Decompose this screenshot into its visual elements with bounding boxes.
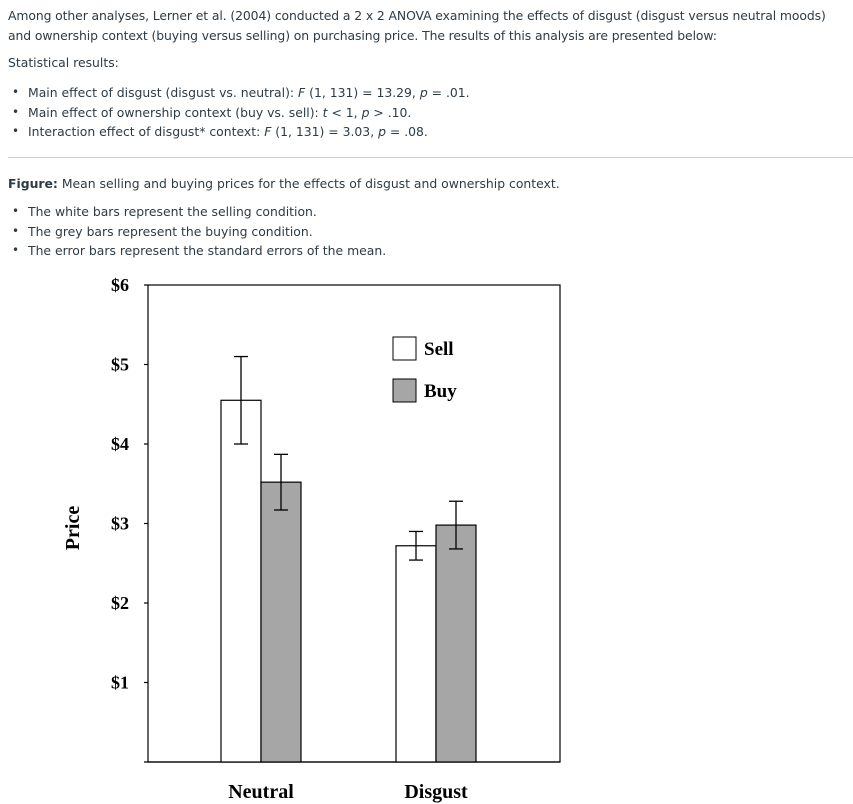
bar-chart [0,270,600,804]
figure-caption: Figure: Mean selling and buying prices for the effects of disgust and ownership context. [8,176,560,191]
stat-item: • Interaction effect of disgust* context: F (1, 131) = 3.03, p = .08. [8,122,470,142]
plot-frame [148,285,560,762]
stat-item: • Main effect of ownership context (buy vs. sell): t < 1, p > .10. [8,103,470,123]
legend-swatch-sell [393,337,416,360]
y-tick-label: $1 [111,672,129,693]
figure-note: • The grey bars represent the buying condition. [8,222,386,242]
stats-list [8,83,470,142]
x-category-label: Neutral [228,781,294,803]
intro-paragraph: Among other analyses, Lerner et al. (2004) conducted a 2 x 2 ANOVA examining the effects of disgust (disgust versus neutral moods) and ownership context (buying versus selling) on purchasing price. The results of this analysis are presented below: [8,8,826,43]
bar-buy-neutral [261,482,301,762]
y-tick-label: $5 [111,354,129,375]
figure-note: • The white bars represent the selling condition. [8,202,386,222]
y-tick-label: $2 [111,593,129,613]
y-tick-label: $4 [111,434,129,454]
figure-note: • The error bars represent the standard errors of the mean. [8,241,386,261]
y-tick-label: $3 [111,513,129,534]
legend-label-buy: Buy [424,381,457,402]
legend-label-sell: Sell [424,339,454,360]
section-divider [8,157,853,158]
y-axis-label: Price [62,505,84,551]
x-category-label: Disgust [404,781,468,803]
legend-swatch-buy [393,379,416,402]
y-tick-label: $6 [111,275,129,295]
bar-sell-disgust [396,546,436,762]
stat-item: • Main effect of disgust (disgust vs. neutral): F (1, 131) = 13.29, p = .01. [8,83,470,103]
stats-heading: Statistical results: [8,55,119,70]
bar-buy-disgust [436,525,476,762]
figure-notes-list [8,202,386,261]
bar-sell-neutral [221,400,261,762]
